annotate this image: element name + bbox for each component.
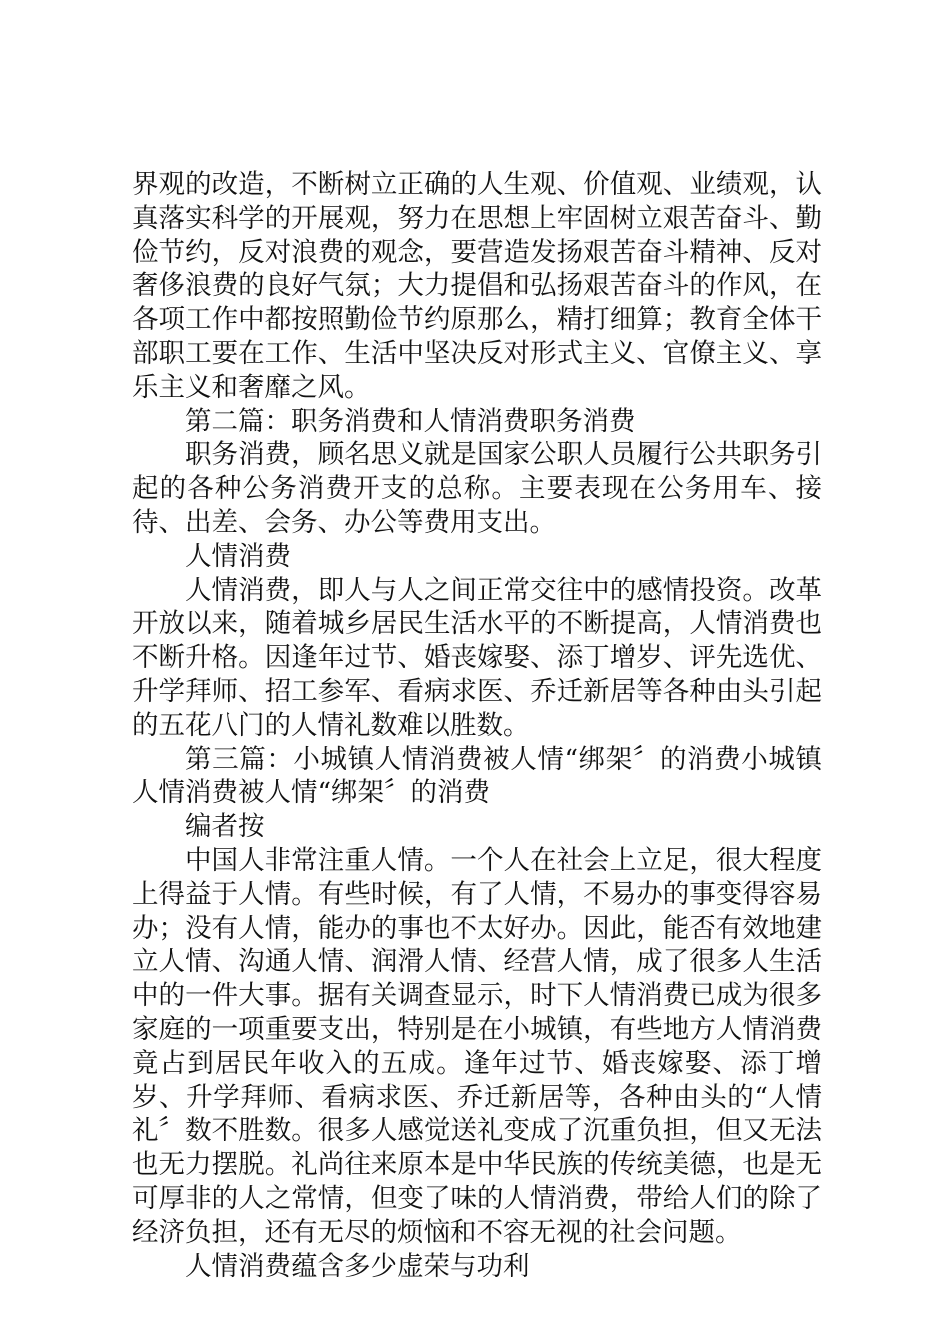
section-heading-part-three: 第三篇：小城镇人情消费被人情“绑架〞的消费小城镇人情消费被人情“绑架〞的消费: [132, 743, 822, 809]
document-page: [132, 168, 822, 1283]
subheading-vanity: 人情消费蕴含多少虚荣与功利: [185, 1250, 530, 1282]
paragraph-continuation: 界观的改造，不断树立正确的人生观、价值观、业绩观，认真落实科学的开展观，努力在思想上牢固树立艰苦奋斗、勤俭节约，反对浪费的观念，要营造发扬艰苦奋斗精神、反对奢侈浪费的良好气氛；大力提倡和弘扬艰苦奋斗的作风，在各项工作中都按照勤俭节约原那么，精打细算；教育全体干部职工要在工作、生活中坚决反对形式主义、官僚主义、享乐主义和奢靡之风。: [132, 169, 822, 403]
section-heading-part-two: 第二篇：职务消费和人情消费职务消费: [185, 405, 636, 437]
subheading-favor-consumption: 人情消费: [185, 540, 291, 572]
paragraph-official-consumption: 职务消费，顾名思义就是国家公职人员履行公共职务引起的各种公务消费开支的总称。主要表现在公务用车、接待、出差、会务、办公等费用支出。: [132, 439, 822, 538]
paragraph-editor-note: 中国人非常注重人情。一个人在社会上立足，很大程度上得益于人情。有些时候，有了人情，不易办的事变得容易办；没有人情，能办的事也不太好办。因此，能否有效地建立人情、沟通人情、润滑人情、经营人情，成了很多人生活中的一件大事。据有关调查显示，时下人情消费已成为很多家庭的一项重要支出，特别是在小城镇，有些地方人情消费竟占到居民年收入的五成。逢年过节、婚丧嫁娶、添丁增岁、升学拜师、看病求医、乔迁新居等，各种由头的“人情礼〞数不胜数。很多人感觉送礼变成了沉重负担，但又无法也无力摆脱。礼尚往来原本是中华民族的传统美德，也是无可厚非的人之常情，但变了味的人情消费，带给人们的除了经济负担，还有无尽的烦恼和不容无视的社会问题。: [132, 844, 822, 1248]
paragraph-favor-consumption: 人情消费，即人与人之间正常交往中的感情投资。改革开放以来，随着城乡居民生活水平的不断提高，人情消费也不断升格。因逢年过节、婚丧嫁娶、添丁增岁、评先选优、升学拜师、招工参军、看病求医、乔迁新居等各种由头引起的五花八门的人情礼数难以胜数。: [132, 574, 822, 741]
subheading-editor-note: 编者按: [185, 811, 265, 843]
